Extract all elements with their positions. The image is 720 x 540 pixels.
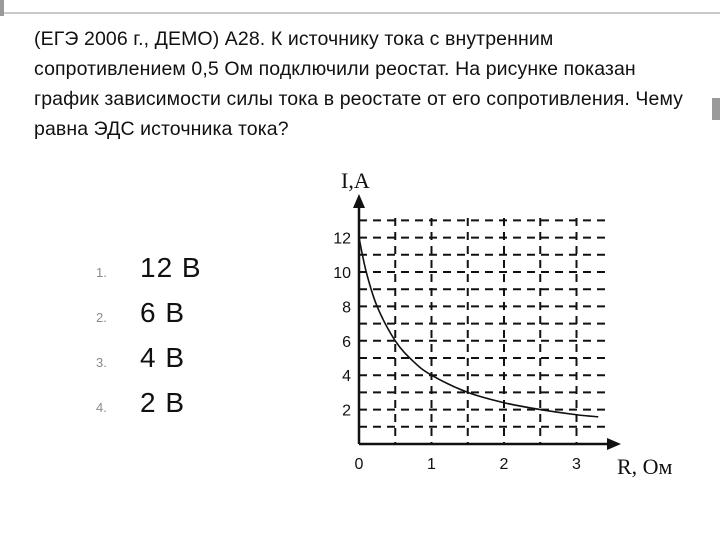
chart-grid xyxy=(359,218,605,444)
y-tick-label: 8 xyxy=(342,299,351,317)
y-tick-label: 12 xyxy=(333,230,351,248)
answer-text: 2 В xyxy=(140,387,186,418)
y-axis-arrow xyxy=(353,194,365,208)
answer-number: 1. xyxy=(96,265,107,280)
x-tick-label: 1 xyxy=(427,456,436,473)
chart-axes xyxy=(353,194,621,450)
answer-text: 4 В xyxy=(140,342,186,373)
y-tick-label: 10 xyxy=(333,265,351,282)
x-tick-label: 3 xyxy=(572,456,581,473)
answer-number: 3. xyxy=(96,355,107,370)
answer-text: 6 В xyxy=(140,297,186,328)
y-axis-title: I,A xyxy=(341,168,370,193)
answer-number: 2. xyxy=(96,310,107,325)
question-body: К источнику тока с внутренним сопротивлением 0,5 Ом подключили реостат. На рисунке показан график зависимости силы тока в реостате от его сопротивления. Чему равна ЭДС источника тока? xyxy=(34,28,684,140)
answer-number: 4. xyxy=(96,400,107,415)
x-tick-label: 0 xyxy=(354,456,364,473)
question-label: (ЕГЭ 2006 г., ДЕМО) А28. xyxy=(34,28,266,50)
x-tick-label: 2 xyxy=(499,456,509,473)
y-tick-label: 6 xyxy=(342,333,351,351)
answer-text: 12 В xyxy=(140,252,202,283)
y-tick-label: 4 xyxy=(342,368,351,386)
x-axis-arrow xyxy=(607,438,621,450)
x-axis-title: R, Ом xyxy=(617,454,673,479)
y-tick-label: 2 xyxy=(342,402,351,420)
